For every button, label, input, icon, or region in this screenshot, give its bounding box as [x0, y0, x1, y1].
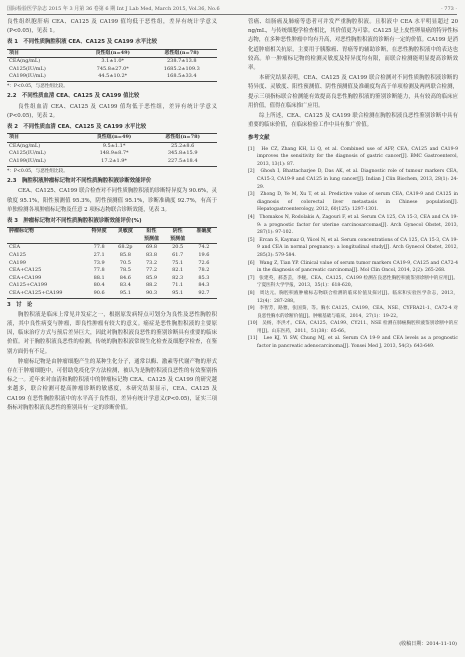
table-row [7, 244, 217, 252]
table-cell: 25.2±8.6 [171, 142, 195, 149]
reference-item: [3] Zhong D, Ye M, Xu T, et al. Predictive value of serum CEA, CA19-9 and CA125 in diagnosis of colorectal liver metastasis in Chinese population[J]. Hepatogastroenterology, 2012, 60(125): 1297-1301. [248, 192, 458, 213]
table-cell: CEA [9, 244, 21, 251]
table-row [7, 73, 217, 81]
discussion-paragraph-2: 肿瘤标记物是由肿瘤细胞产生的某种生化分子，通常以酶、激素等代谢产物的形式存在于肿瘤细胞中，可借助免疫化学方法检测，被认为是胸腔积液良恶性的有效鉴别指标之一。近年来对血清和胸腔积液中的肿瘤标记物 CEA、CA125 及 CA199 的研究越来越多，联合检测可提高肿瘤诊断的敏感度，本研究结果显示，CEA、CA125 及 CA199 在恶性胸腔积液中的水平高于良性组，差异有统计学意义(P<0.05)，证实三项指标对胸腔积液良恶性的鉴别具有一定的诊断价值。 [7, 358, 217, 411]
table-row [7, 58, 217, 66]
discussion-heading: 3 讨 论 [7, 301, 33, 308]
table3-subheader [191, 236, 217, 244]
table-cell: 44.5±10.2* [79, 73, 147, 81]
table-row [7, 260, 217, 268]
table-cell: 148.9±8.7* [99, 150, 129, 157]
table-row [7, 252, 217, 260]
table3-header: 灵敏度 [112, 228, 138, 236]
table1-header: 项目 [7, 49, 79, 58]
table3-subheader: 预测值 [138, 236, 164, 244]
table-cell: CA199(IU/mL) [7, 158, 80, 166]
table-cell: 61.7 [172, 251, 184, 258]
reference-item: [5] Ercan S, Kaymaz O, Yücel N, et al. Serum concentrations of CA 125, CA 15-3, CA 19-9 and CEA in normal pregnancy: a longitudinal study[J]. Arch Gynecol Obstet, 2012, 285(3): 579-584. [248, 237, 458, 258]
table-cell: 69.8 [145, 244, 158, 251]
table-cell: 3.1±1.0* [101, 58, 124, 65]
table-cell: 85.3 [198, 274, 210, 281]
table-cell: 78.5 [119, 267, 131, 274]
table-cell: CEA(ng/mL) [9, 142, 41, 149]
table3-header: 准确度 [191, 228, 217, 236]
table-cell: CA125+CA199 [9, 282, 48, 289]
table3 [7, 227, 217, 298]
right-paragraph-1: 管癌、结肠癌及肺癌等患者可并发严重胸腔积液。且积液中 CEA 水平明显超过 20 ng/mL，与传统细胞学检查相比，其价值更为可靠。CA125 是上皮性卵巢癌的特异性标志物，在多种恶性肿瘤中均有升高，对恶性胸腔积液的诊断有一定的价值。CA199 是消化道肿瘤相关抗原，主要用于胰腺癌、胃癌等的辅助诊断，在恶性胸腔积液中的表达也较高。单一肿瘤标记物的检测灵敏度及特异度均有限，而联合检测能明显提高诊断效率。 [248, 19, 458, 72]
table-cell: 238.7±13.8 [166, 58, 197, 65]
table-cell: 90.3 [138, 290, 164, 298]
table-cell: 73.9 [93, 259, 105, 266]
table-cell: 227.5±18.4 [148, 158, 217, 166]
table-cell: CEA+CA199 [9, 274, 42, 281]
table-cell: 27.1 [93, 251, 105, 258]
table-cell: 83.4 [119, 282, 131, 289]
table-cell: 745.8±27.0* [96, 65, 129, 72]
table-cell: CEA+CA125+CA199 [7, 290, 86, 298]
table-cell: CEA(ng/mL) [9, 58, 41, 65]
references-heading: 参考文献 [248, 135, 270, 142]
reference-item: [7] 张建英，郝荟芸，李婉。CEA、CA125、CA199 检测在良恶性胸腔积液鉴别诊断中的应用[J]。宁夏医科大学学报，2013，35(1)：618-620。 [248, 275, 458, 289]
discussion-paragraph-1: 胸腔积液是临床上常见并发症之一，根据原发病特点可划分为良性及恶性胸腔积液，其中良性病变与肿瘤，即良性肿瘤有较大的意义。癌症是恶性胸腔积液的主要原因，临床治疗方式与预后差异巨大，因此对胸腔积液良恶性的鉴别诊断具有重要的临床价值。对于胸腔积液良恶性的检测，传统的胸腔积液常规生化检查及细胞学检查，在鉴别方面仍有不足。 [7, 311, 217, 355]
table1-caption: 表 1 不同性质胸腔积液 CEA、CA125 及 CA199 水平比较 [7, 39, 157, 46]
table3-header: 特异度 [86, 228, 112, 236]
table-row [7, 275, 217, 283]
table-cell: CA125(IU/mL) [9, 65, 46, 72]
table-cell: 85.8 [119, 251, 131, 258]
page-header [7, 4, 457, 15]
conclusion-paragraph: 综上所述，CEA、CA125 及 CA199 联合检测在胸腔积液良恶性鉴别诊断中具有重要的临床价值，在临床检验工作中具有推广价值。 [248, 113, 458, 129]
reference-item: [4] Thomakos N, Rodolakis A, Zagouri F, et al. Serum CA 125, CA 15-3, CEA and CA 19-9: a prognostic factor for uterine carcinosarcomas[J]. Arch Gynecol Obstet, 2013, 287(1): 97-102. [248, 214, 458, 236]
reference-item: [11] Lee KJ, Yi SW, Chung MJ, et al. Serum CA 19-9 and CEA levels as a prognostic factor in pancreatic adenocarcinoma[J]. Yonsei Med J, 2013, 54(3): 643-649. [248, 336, 458, 350]
table-cell: 85.9 [145, 274, 158, 281]
right-paragraph-2: 本研究结果表明，CEA、CA125 及 CA199 联合检测对不同性质胸腔积液诊断的特异度、灵敏度、阳性预测值、阴性预测值及准确度均高于单项检测及两两联合检测，提示三项指标联合检测能有效提高良恶性胸腔积液的鉴别诊断能力，具有较高的临床应用价值，值得在临床推广应用。 [248, 75, 458, 109]
section-2-3-heading: 2.3 胸腔积液肿瘤标记物对不同性质胸腔积液诊断效能评价 [7, 178, 152, 185]
table3-header: 阳性 [138, 228, 164, 236]
right-column [248, 18, 458, 351]
table1-header: 恶性组(n=78) [147, 49, 217, 58]
table3-subheader [86, 236, 112, 244]
table-cell: 84.3 [198, 282, 210, 289]
reference-item: [6] Wang Z, Tian YP. Clinical value of serum tumor markers CA19-9, CA125 and CA72-4 in the diagnosis of pancreatic carcinoma[J]. Mol Clin Oncol, 2014, 2(2): 265-268. [248, 260, 458, 274]
table-cell: 88.1 [93, 274, 105, 281]
table-cell: 77.8 [93, 244, 105, 251]
table-cell: CA199(IU/mL) [7, 73, 79, 81]
table2-header: 恶性组(n=78) [148, 134, 217, 143]
table-row [7, 267, 217, 275]
section-2-2-heading: 2.2 不同性质血清 CEA、CA125 及 CA199 值比较 [7, 93, 140, 100]
table-cell: 20.5 [172, 244, 184, 251]
reference-item: [10] 吴杨，李洪才。CEA、CA125、CA199、CY211、NSE 检测在肺癌胸腔积液鉴别诊断中的应用[J]。山东医药，2011，51(38)：65-66。 [248, 321, 458, 334]
table-cell: 80.4 [93, 282, 105, 289]
table-cell: 73.2 [145, 259, 158, 266]
table3-header: 阴性 [165, 228, 191, 236]
table-cell: CA125(IU/mL) [9, 150, 46, 157]
intro-paragraph: 良性组织胞肝病 CEA、CA125 及 CA199 值均低于恶性组，差异有统计学意义(P<0.05)，见表 1。 [7, 19, 217, 35]
table-cell: 72.6 [198, 259, 210, 266]
reference-item: [9] 李智芳，路雅，张国葵，等。胸水 CA125、CA199、CEA、NSE、CYFRA21-1、CA72-4 对良恶性胸水的诊断价值[J]。肿瘤基础与临床，2014，27(1)：19-22。 [248, 306, 458, 319]
table3-header: 肿瘤标记物 [7, 228, 86, 236]
table-cell: CEA+CA125 [9, 267, 42, 274]
table-cell: 77.2 [145, 267, 158, 274]
table3-subheader: 预测值 [165, 236, 191, 244]
table1-header: 良性组(n=49) [79, 49, 147, 58]
table2 [7, 133, 217, 166]
table-cell: 19.6 [198, 251, 210, 258]
table-cell: CA199 [9, 259, 26, 266]
table-cell: CA125 [9, 251, 26, 258]
table-cell: 82.1 [172, 267, 184, 274]
table2-header: 项目 [7, 134, 80, 143]
table-cell: 77.8 [93, 267, 105, 274]
table-cell: 88.2 [145, 282, 158, 289]
table-cell: 168.5±33.4 [147, 73, 217, 81]
table2-caption: 表 2 不同性质血清 CEA、CA125 及 CA199 水平比较 [7, 124, 147, 131]
section-2-3-text: CEA、CA125、CA199 联合检查对不同性质胸腔积液的诊断特异度为 90.6%，灵敏度 95.1%，阳性预测值 95.3%，阴性预测值 95.1%，诊断准确度 92.7%，有高于单独检测各项肿瘤标记物及任意 2 项标志物联合诊断效能，见表 3。 [7, 188, 217, 213]
table-cell: 95.1 [165, 290, 191, 298]
left-column [7, 18, 217, 414]
reference-item: [2] Ghosh I, Bhattacharjee D, Das AK, et al. Diagnostic role of tumour markers CEA, CA15-3, CA19-9 and CA125 in lung cancer[J]. Indian J Clin Biochem, 2013, 28(1): 24-29. [248, 169, 458, 190]
table-row [7, 158, 217, 166]
table-row [7, 290, 217, 298]
table-cell: 68.2p [118, 244, 133, 251]
table-cell: 82.3 [172, 274, 184, 281]
table-cell: 95.1 [112, 290, 138, 298]
table-cell: 345.8±15.9 [167, 150, 198, 157]
received-date: (收稿日期：2014-11-10) [399, 641, 457, 647]
table-row [7, 150, 217, 158]
section-2-2-text: 良性组血清 CEA、CA125 及 CA199 值均低于恶性组，差异有统计学意义(P<0.05)，见表 2。 [7, 103, 217, 119]
table-cell: 70.5 [119, 259, 131, 266]
page-number: · 773 · [441, 6, 457, 12]
table-cell: 78.2 [198, 267, 210, 274]
table-cell: 1685.2±109.3 [163, 65, 200, 72]
table-cell: 84.6 [119, 274, 131, 281]
reference-item: [8] 周达元。胸腔积液肿瘤标志物联合检测的临床价值及探讨[J]。临床和实验医学杂志，2013，12(4)：287-288。 [248, 290, 458, 304]
table1 [7, 49, 217, 82]
table-row [7, 282, 217, 290]
table3-subheader [7, 236, 86, 244]
journal-title: 国际检验医学杂志 2015 年 3 月第 36 卷第 6 期 Int J Lab Med, March 2015, Vol.36, No.6 [7, 6, 220, 12]
table3-caption: 表 3 肿瘤标记物对不同性质胸腔积液诊断效能评价(%) [7, 217, 142, 224]
table2-header: 良性组(n=49) [80, 134, 149, 143]
table-cell: 71.1 [172, 282, 184, 289]
table-cell: 75.1 [172, 259, 184, 266]
table-cell: 17.2±1.9* [80, 158, 149, 166]
table3-subheader [112, 236, 138, 244]
table-cell: 92.7 [191, 290, 217, 298]
reference-item: [1] He CZ, Zhang KH, Li Q, et al. Combined use of AFP, CEA, CA125 and CA19-9 improves the sensitivity for the diagnosis of gastric cancer[J]. BMC Gastroenterol, 2013, 13(1): 87. [248, 146, 458, 167]
table2-note: *：P<0.05，与恶性组比较。 [7, 168, 68, 174]
table-cell: 90.6 [86, 290, 112, 298]
table-cell: 83.8 [145, 251, 158, 258]
table-cell: 74.2 [198, 244, 210, 251]
table1-note: *：P<0.05，与恶性组比较。 [7, 83, 68, 89]
table-cell: 9.5±1.1* [102, 142, 126, 149]
